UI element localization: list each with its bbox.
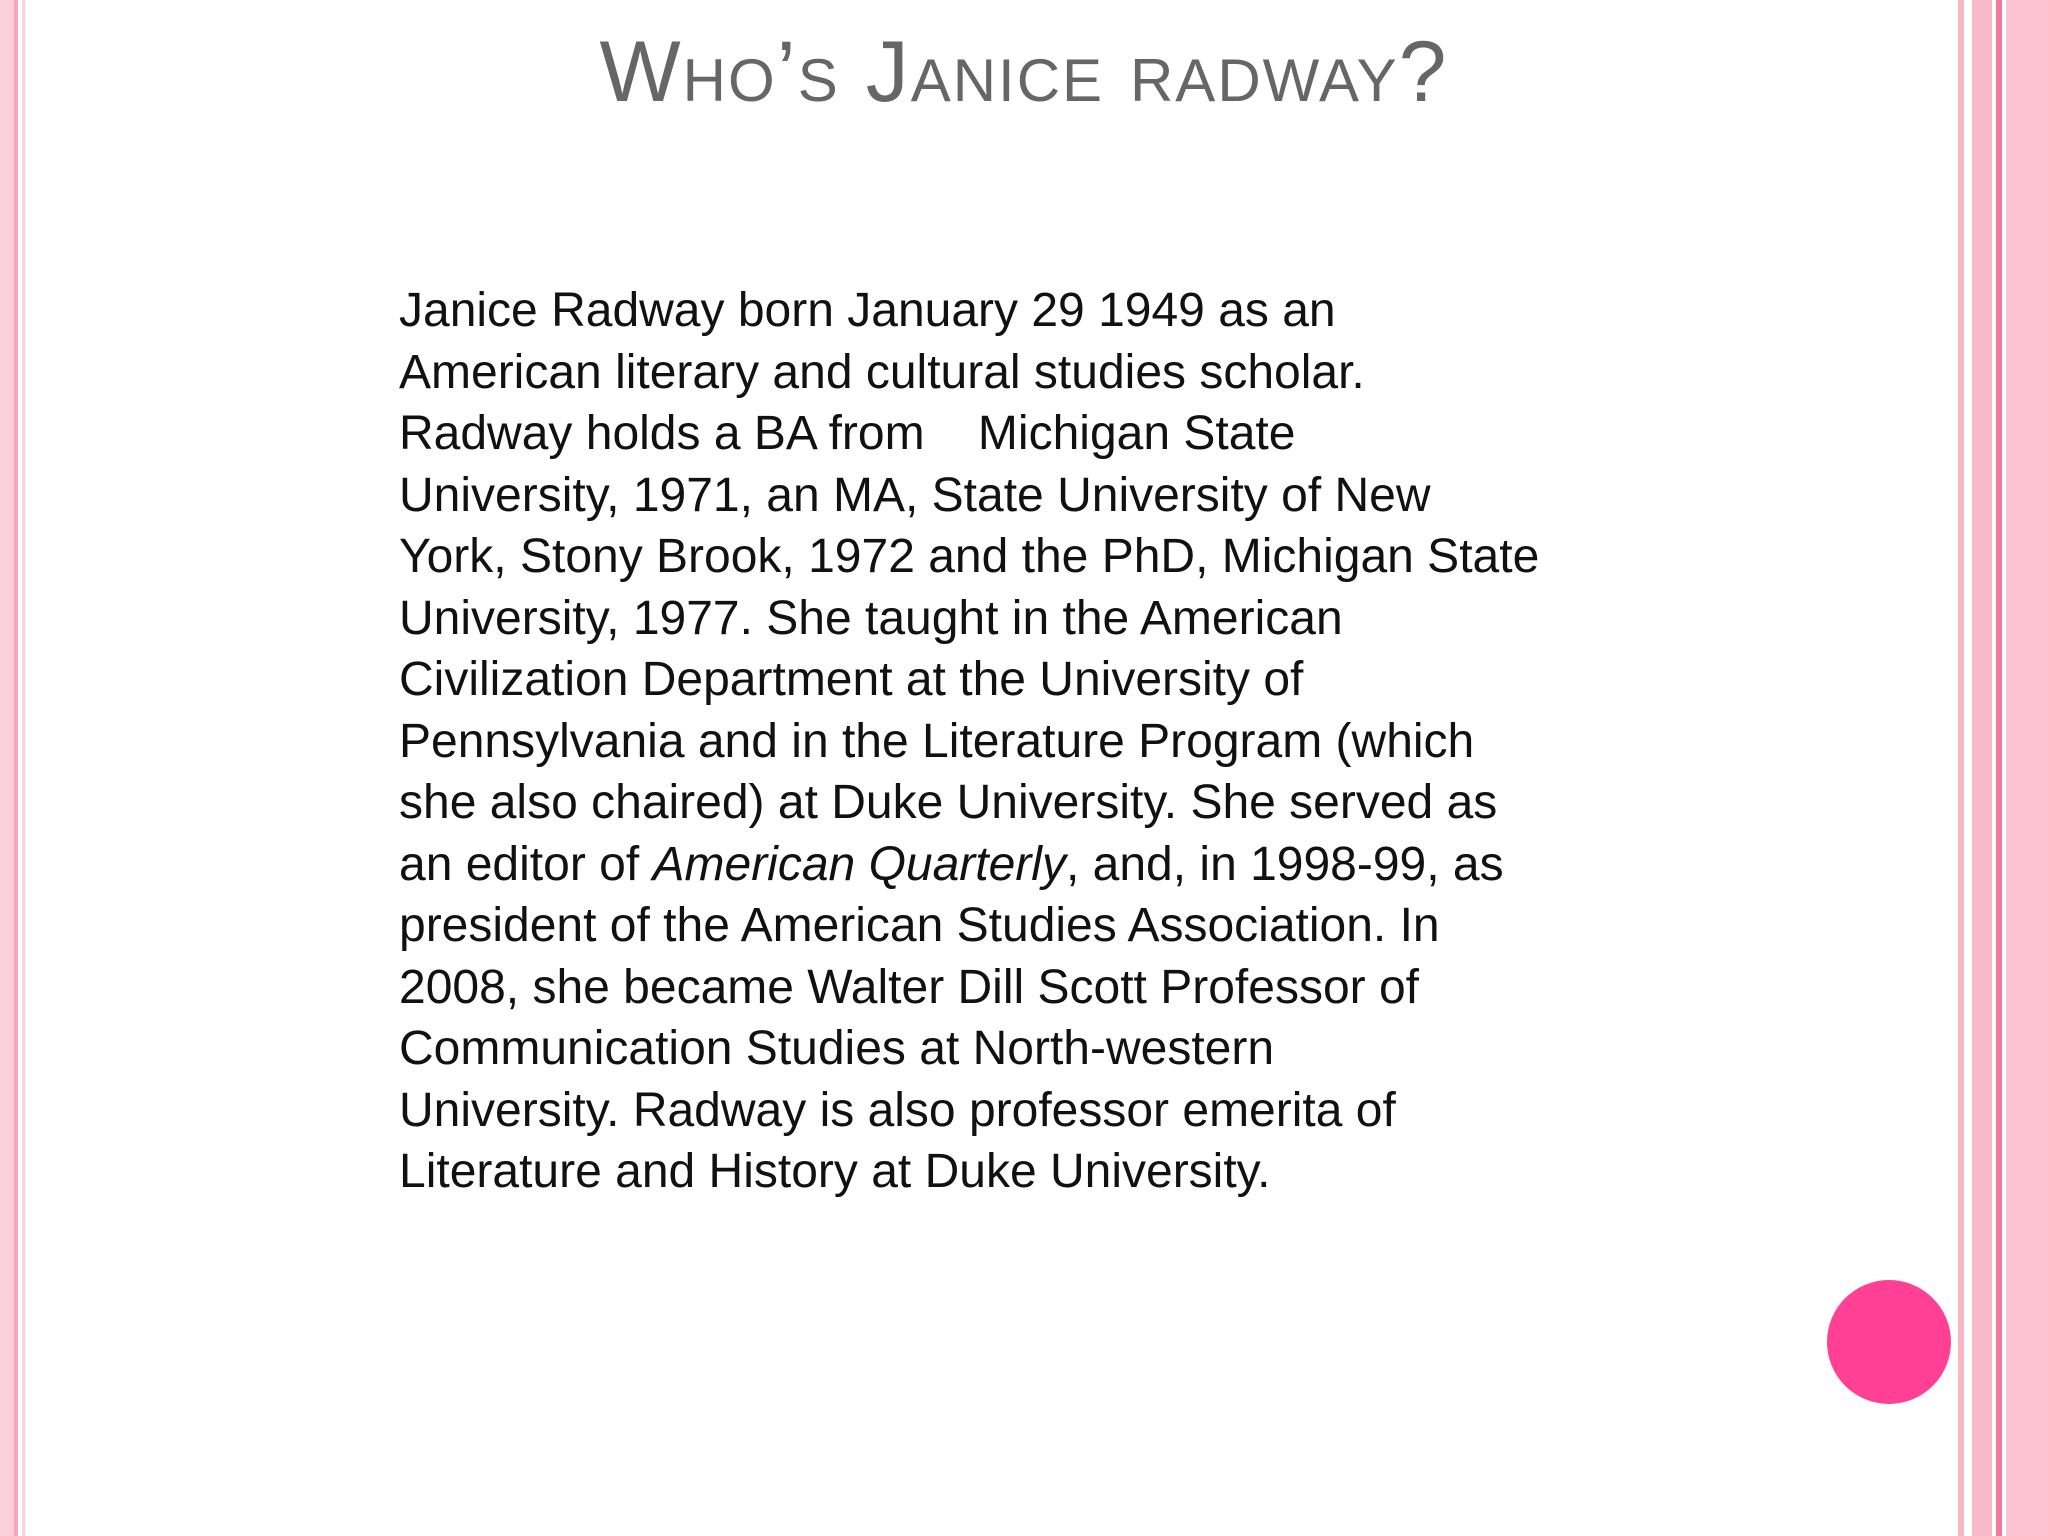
body-line: Radway holds a BA from Michigan State xyxy=(399,407,1296,460)
body-line: University, 1977. She taught in the American xyxy=(399,591,1343,645)
editor-text-before: an editor of xyxy=(399,837,653,891)
body-text xyxy=(399,280,1629,1203)
right-border-thin xyxy=(1958,0,1964,1536)
body-line: American literary and cultural studies scholar. xyxy=(399,345,1365,399)
decorative-circle xyxy=(1827,1280,1951,1404)
body-line: York, Stony Brook, 1972 and the PhD, Michigan State xyxy=(399,530,1540,583)
body-line-editor xyxy=(399,834,1629,896)
right-border-wide xyxy=(1972,0,1992,1536)
left-border-light xyxy=(0,0,14,1536)
body-line: Civilization Department at the University of xyxy=(399,653,1304,706)
journal-title: American Quarterly xyxy=(652,837,1066,891)
body-line: president of the American Studies Association. In xyxy=(399,899,1440,952)
body-line: she also chaired) at Duke University. She served as xyxy=(399,776,1498,829)
body-line: University. Radway is also professor emerita of xyxy=(399,1083,1396,1137)
body-line: Janice Radway born January 29 1949 as an xyxy=(399,284,1336,337)
left-border-line xyxy=(14,0,18,1536)
body-line: Communication Studies at North-western xyxy=(399,1022,1275,1075)
right-border-line xyxy=(1996,0,2002,1536)
body-line: Literature and History at Duke University. xyxy=(399,1145,1271,1198)
slide-title: Who’s Janice radway? xyxy=(599,24,1449,120)
right-border-strip xyxy=(2006,0,2048,1536)
body-line: University, 1971, an MA, State University of New xyxy=(399,468,1431,522)
editor-text-after: , and, in 1998-99, as xyxy=(1065,837,1504,891)
body-line: 2008, she became Walter Dill Scott Professor of xyxy=(399,960,1419,1014)
body-line: Pennsylvania and in the Literature Program (which xyxy=(399,714,1475,768)
left-border-inner xyxy=(22,0,25,1536)
